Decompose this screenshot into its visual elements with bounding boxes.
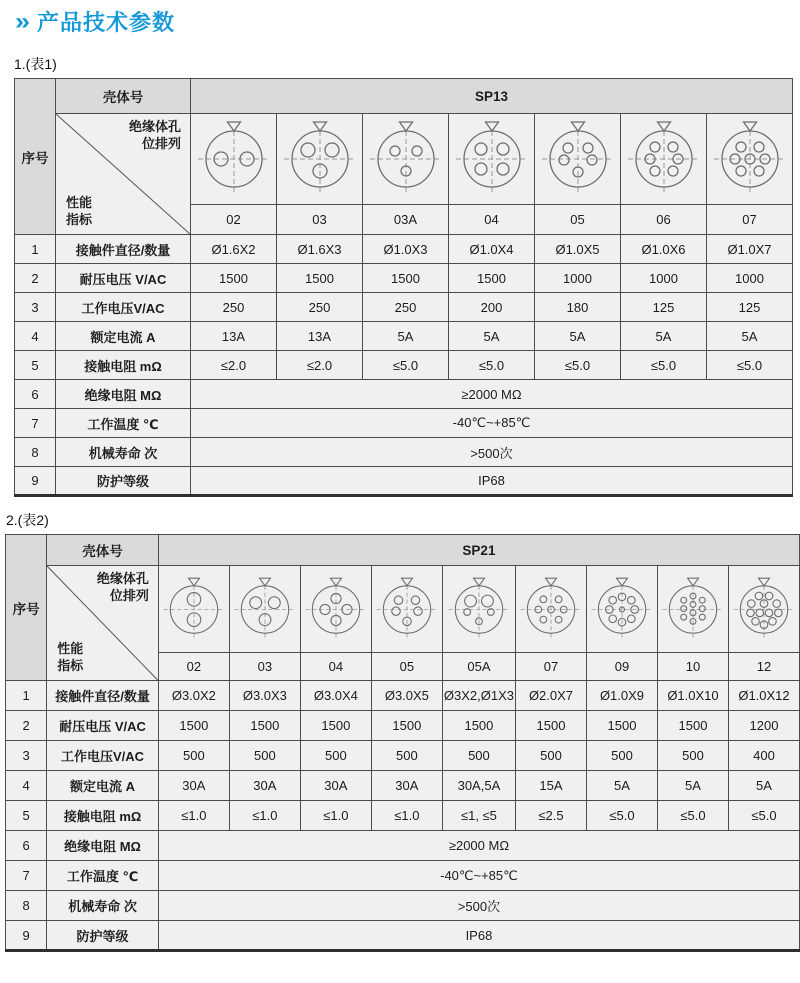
value-cell: 1000 bbox=[621, 264, 707, 293]
diagram-row bbox=[15, 114, 793, 205]
row-label-cell: 防护等级 bbox=[56, 467, 191, 496]
column-code-cell: 03 bbox=[229, 653, 300, 681]
value-cell: Ø1.6X3 bbox=[277, 235, 363, 264]
corner-top-label bbox=[97, 571, 149, 605]
span-value-cell: -40℃~+85℃ bbox=[191, 409, 793, 438]
value-cell: ≤5.0 bbox=[535, 351, 621, 380]
value-cell: 125 bbox=[621, 293, 707, 322]
value-cell: 13A bbox=[277, 322, 363, 351]
spec-table-sp13 bbox=[14, 78, 793, 497]
shell-value-cell: SP21 bbox=[158, 535, 799, 566]
spec-row-1 bbox=[6, 681, 800, 711]
value-cell: 500 bbox=[371, 741, 442, 771]
value-cell: Ø2.0X7 bbox=[515, 681, 586, 711]
value-cell: 5A bbox=[535, 322, 621, 351]
value-cell: 500 bbox=[158, 741, 229, 771]
value-cell: ≤2.0 bbox=[277, 351, 363, 380]
diagram-cell-05A bbox=[442, 566, 515, 653]
connector-pin-diagram bbox=[280, 117, 360, 201]
value-cell: 30A,5A bbox=[442, 771, 515, 801]
row-number-cell: 9 bbox=[15, 467, 56, 496]
spec-row-9 bbox=[6, 921, 800, 951]
row-number-cell: 5 bbox=[15, 351, 56, 380]
value-cell: ≤5.0 bbox=[363, 351, 449, 380]
row-number-cell: 8 bbox=[6, 891, 47, 921]
table1-section-label: 1.(表1) bbox=[14, 56, 57, 72]
connector-pin-diagram bbox=[517, 574, 585, 645]
diagram-cell-03 bbox=[229, 566, 300, 653]
column-code-cell: 03 bbox=[277, 205, 363, 235]
row-number-cell: 7 bbox=[6, 861, 47, 891]
connector-pin-diagram bbox=[160, 574, 228, 645]
column-code-cell: 04 bbox=[300, 653, 371, 681]
spec-row-3 bbox=[15, 293, 793, 322]
value-cell: 1200 bbox=[728, 711, 799, 741]
span-value-cell: -40℃~+85℃ bbox=[158, 861, 799, 891]
corner-top-line1: 绝缘体孔 bbox=[96, 571, 149, 586]
diagram-cell-12 bbox=[728, 566, 799, 653]
value-cell: ≤1.0 bbox=[300, 801, 371, 831]
span-value-cell: >500次 bbox=[158, 891, 799, 921]
diagonal-split-cell bbox=[56, 114, 191, 235]
row-label-cell: 工作电压V/AC bbox=[56, 293, 191, 322]
serial-header-cell: 序号 bbox=[15, 79, 56, 235]
connector-pin-diagram bbox=[194, 117, 274, 201]
connector-pin-diagram bbox=[231, 574, 299, 645]
corner-bottom-label bbox=[57, 641, 83, 675]
column-code-cell: 04 bbox=[449, 205, 535, 235]
diagram-cell-03A bbox=[363, 114, 449, 205]
connector-pin-diagram bbox=[373, 574, 441, 645]
value-cell: 1500 bbox=[277, 264, 363, 293]
row-number-cell: 8 bbox=[15, 438, 56, 467]
diagram-cell-04 bbox=[300, 566, 371, 653]
table2-container bbox=[0, 534, 800, 952]
connector-pin-diagram bbox=[710, 117, 790, 201]
spec-row-5 bbox=[15, 351, 793, 380]
value-cell: Ø1.0X12 bbox=[728, 681, 799, 711]
column-code-cell: 07 bbox=[515, 653, 586, 681]
value-cell: ≤2.5 bbox=[515, 801, 586, 831]
spec-row-7 bbox=[15, 409, 793, 438]
column-code-cell: 09 bbox=[586, 653, 657, 681]
row-number-cell: 9 bbox=[6, 921, 47, 951]
row-number-cell: 1 bbox=[15, 235, 56, 264]
value-cell: 250 bbox=[277, 293, 363, 322]
shell-header-cell: 壳体号 bbox=[47, 535, 159, 566]
row-label-cell: 额定电流 A bbox=[56, 322, 191, 351]
row-number-cell: 6 bbox=[6, 831, 47, 861]
spec-row-6 bbox=[6, 831, 800, 861]
column-code-cell: 10 bbox=[657, 653, 728, 681]
diagram-cell-04 bbox=[449, 114, 535, 205]
column-code-cell: 02 bbox=[158, 653, 229, 681]
value-cell: 1000 bbox=[707, 264, 793, 293]
span-value-cell: IP68 bbox=[191, 467, 793, 496]
header-row bbox=[6, 535, 800, 566]
value-cell: Ø3.0X3 bbox=[229, 681, 300, 711]
value-cell: Ø1.0X9 bbox=[586, 681, 657, 711]
spec-row-8 bbox=[6, 891, 800, 921]
row-number-cell: 2 bbox=[15, 264, 56, 293]
value-cell: 30A bbox=[229, 771, 300, 801]
corner-bottom-line1: 性能 bbox=[57, 641, 84, 657]
connector-pin-diagram bbox=[538, 117, 618, 201]
spec-row-1 bbox=[15, 235, 793, 264]
row-label-cell: 耐压电压 V/AC bbox=[47, 711, 159, 741]
column-code-cell: 02 bbox=[191, 205, 277, 235]
corner-top-label bbox=[129, 119, 181, 153]
corner-top-line2: 位排列 bbox=[109, 587, 149, 603]
column-code-cell: 12 bbox=[728, 653, 799, 681]
diagram-cell-09 bbox=[586, 566, 657, 653]
value-cell: 1500 bbox=[586, 711, 657, 741]
table1-container bbox=[0, 78, 800, 497]
value-cell: 5A bbox=[728, 771, 799, 801]
diagram-cell-05 bbox=[371, 566, 442, 653]
value-cell: 1500 bbox=[300, 711, 371, 741]
page-header bbox=[0, 0, 800, 37]
value-cell: 13A bbox=[191, 322, 277, 351]
value-cell: 5A bbox=[449, 322, 535, 351]
diagonal-split-cell bbox=[47, 566, 159, 681]
column-code-cell: 03A bbox=[363, 205, 449, 235]
corner-bottom-label bbox=[66, 195, 92, 229]
row-number-cell: 3 bbox=[15, 293, 56, 322]
row-label-cell: 接触件直径/数量 bbox=[56, 235, 191, 264]
value-cell: Ø1.0X6 bbox=[621, 235, 707, 264]
value-cell: ≤5.0 bbox=[586, 801, 657, 831]
value-cell: 125 bbox=[707, 293, 793, 322]
row-label-cell: 防护等级 bbox=[47, 921, 159, 951]
value-cell: 400 bbox=[728, 741, 799, 771]
value-cell: Ø3.0X2 bbox=[158, 681, 229, 711]
diagram-cell-05 bbox=[535, 114, 621, 205]
value-cell: ≤1.0 bbox=[371, 801, 442, 831]
row-label-cell: 工作电压V/AC bbox=[47, 741, 159, 771]
span-value-cell: ≥2000 MΩ bbox=[158, 831, 799, 861]
corner-bottom-line1: 性能 bbox=[66, 195, 93, 211]
value-cell: Ø1.0X3 bbox=[363, 235, 449, 264]
spec-row-4 bbox=[15, 322, 793, 351]
value-cell: 1500 bbox=[363, 264, 449, 293]
value-cell: 500 bbox=[300, 741, 371, 771]
corner-top-line1: 绝缘体孔 bbox=[128, 119, 181, 134]
value-cell: 1500 bbox=[515, 711, 586, 741]
row-label-cell: 接触件直径/数量 bbox=[47, 681, 159, 711]
value-cell: 1500 bbox=[371, 711, 442, 741]
diagram-cell-10 bbox=[657, 566, 728, 653]
value-cell: Ø1.6X2 bbox=[191, 235, 277, 264]
connector-pin-diagram bbox=[588, 574, 656, 645]
corner-bottom-line2: 指标 bbox=[57, 658, 84, 674]
row-label-cell: 绝缘电阻 MΩ bbox=[56, 380, 191, 409]
corner-top-line2: 位排列 bbox=[141, 135, 181, 151]
value-cell: ≤1.0 bbox=[158, 801, 229, 831]
page-title: 产品技术参数 bbox=[37, 10, 176, 35]
spec-table-sp21 bbox=[5, 534, 800, 952]
diagram-cell-02 bbox=[191, 114, 277, 205]
connector-pin-diagram bbox=[624, 117, 704, 201]
column-code-cell: 06 bbox=[621, 205, 707, 235]
spec-row-2 bbox=[6, 711, 800, 741]
value-cell: 30A bbox=[300, 771, 371, 801]
diagram-cell-03 bbox=[277, 114, 363, 205]
diagram-cell-07 bbox=[707, 114, 793, 205]
value-cell: 1500 bbox=[449, 264, 535, 293]
row-number-cell: 6 bbox=[15, 380, 56, 409]
spec-row-3 bbox=[6, 741, 800, 771]
spec-row-4 bbox=[6, 771, 800, 801]
spec-row-5 bbox=[6, 801, 800, 831]
row-label-cell: 机械寿命 次 bbox=[56, 438, 191, 467]
row-number-cell: 2 bbox=[6, 711, 47, 741]
value-cell: Ø1.0X4 bbox=[449, 235, 535, 264]
connector-pin-diagram bbox=[659, 574, 727, 645]
row-label-cell: 接触电阻 mΩ bbox=[47, 801, 159, 831]
spec-row-8 bbox=[15, 438, 793, 467]
value-cell: ≤5.0 bbox=[621, 351, 707, 380]
value-cell: Ø1.0X10 bbox=[657, 681, 728, 711]
span-value-cell: IP68 bbox=[158, 921, 799, 951]
value-cell: 5A bbox=[621, 322, 707, 351]
value-cell: ≤2.0 bbox=[191, 351, 277, 380]
value-cell: Ø1.0X5 bbox=[535, 235, 621, 264]
table2-section-label: 2.(表2) bbox=[6, 512, 49, 528]
value-cell: 250 bbox=[363, 293, 449, 322]
row-number-cell: 7 bbox=[15, 409, 56, 438]
row-number-cell: 3 bbox=[6, 741, 47, 771]
connector-pin-diagram bbox=[730, 574, 798, 645]
value-cell: 500 bbox=[515, 741, 586, 771]
value-cell: ≤5.0 bbox=[728, 801, 799, 831]
diagram-cell-02 bbox=[158, 566, 229, 653]
value-cell: 1500 bbox=[442, 711, 515, 741]
value-cell: 30A bbox=[158, 771, 229, 801]
connector-pin-diagram bbox=[366, 117, 446, 201]
value-cell: ≤1.0 bbox=[229, 801, 300, 831]
value-cell: 500 bbox=[657, 741, 728, 771]
diagram-row bbox=[6, 566, 800, 653]
value-cell: ≤1, ≤5 bbox=[442, 801, 515, 831]
value-cell: Ø3.0X4 bbox=[300, 681, 371, 711]
header-row bbox=[15, 79, 793, 114]
value-cell: 5A bbox=[363, 322, 449, 351]
value-cell: 500 bbox=[229, 741, 300, 771]
row-number-cell: 1 bbox=[6, 681, 47, 711]
value-cell: 500 bbox=[586, 741, 657, 771]
value-cell: 5A bbox=[707, 322, 793, 351]
value-cell: 5A bbox=[657, 771, 728, 801]
row-label-cell: 工作温度 ℃ bbox=[56, 409, 191, 438]
value-cell: 15A bbox=[515, 771, 586, 801]
value-cell: 5A bbox=[586, 771, 657, 801]
value-cell: ≤5.0 bbox=[657, 801, 728, 831]
column-code-cell: 07 bbox=[707, 205, 793, 235]
row-number-cell: 4 bbox=[15, 322, 56, 351]
spec-row-7 bbox=[6, 861, 800, 891]
double-chevron-icon: » bbox=[15, 7, 29, 35]
value-cell: 500 bbox=[442, 741, 515, 771]
row-label-cell: 机械寿命 次 bbox=[47, 891, 159, 921]
connector-pin-diagram bbox=[445, 574, 513, 645]
value-cell: 1500 bbox=[229, 711, 300, 741]
row-label-cell: 绝缘电阻 MΩ bbox=[47, 831, 159, 861]
value-cell: 1500 bbox=[158, 711, 229, 741]
connector-pin-diagram bbox=[302, 574, 370, 645]
row-label-cell: 工作温度 ℃ bbox=[47, 861, 159, 891]
spec-row-2 bbox=[15, 264, 793, 293]
value-cell: 1000 bbox=[535, 264, 621, 293]
value-cell: 200 bbox=[449, 293, 535, 322]
span-value-cell: ≥2000 MΩ bbox=[191, 380, 793, 409]
value-cell: 1500 bbox=[657, 711, 728, 741]
table-body bbox=[6, 535, 800, 951]
value-cell: 250 bbox=[191, 293, 277, 322]
value-cell: ≤5.0 bbox=[449, 351, 535, 380]
value-cell: 180 bbox=[535, 293, 621, 322]
connector-pin-diagram bbox=[452, 117, 532, 201]
value-cell: ≤5.0 bbox=[707, 351, 793, 380]
column-code-cell: 05A bbox=[442, 653, 515, 681]
corner-bottom-line2: 指标 bbox=[66, 212, 93, 228]
serial-header-cell: 序号 bbox=[6, 535, 47, 681]
value-cell: 30A bbox=[371, 771, 442, 801]
row-number-cell: 5 bbox=[6, 801, 47, 831]
value-cell: 1500 bbox=[191, 264, 277, 293]
value-cell: Ø1.0X7 bbox=[707, 235, 793, 264]
spec-row-9 bbox=[15, 467, 793, 496]
column-code-cell: 05 bbox=[371, 653, 442, 681]
column-code-cell: 05 bbox=[535, 205, 621, 235]
row-label-cell: 额定电流 A bbox=[47, 771, 159, 801]
row-label-cell: 接触电阻 mΩ bbox=[56, 351, 191, 380]
value-cell: Ø3X2,Ø1X3 bbox=[442, 681, 515, 711]
shell-header-cell: 壳体号 bbox=[56, 79, 191, 114]
spec-row-6 bbox=[15, 380, 793, 409]
diagram-cell-07 bbox=[515, 566, 586, 653]
shell-value-cell: SP13 bbox=[191, 79, 793, 114]
row-label-cell: 耐压电压 V/AC bbox=[56, 264, 191, 293]
table-body bbox=[15, 79, 793, 496]
diagram-cell-06 bbox=[621, 114, 707, 205]
span-value-cell: >500次 bbox=[191, 438, 793, 467]
value-cell: Ø3.0X5 bbox=[371, 681, 442, 711]
row-number-cell: 4 bbox=[6, 771, 47, 801]
